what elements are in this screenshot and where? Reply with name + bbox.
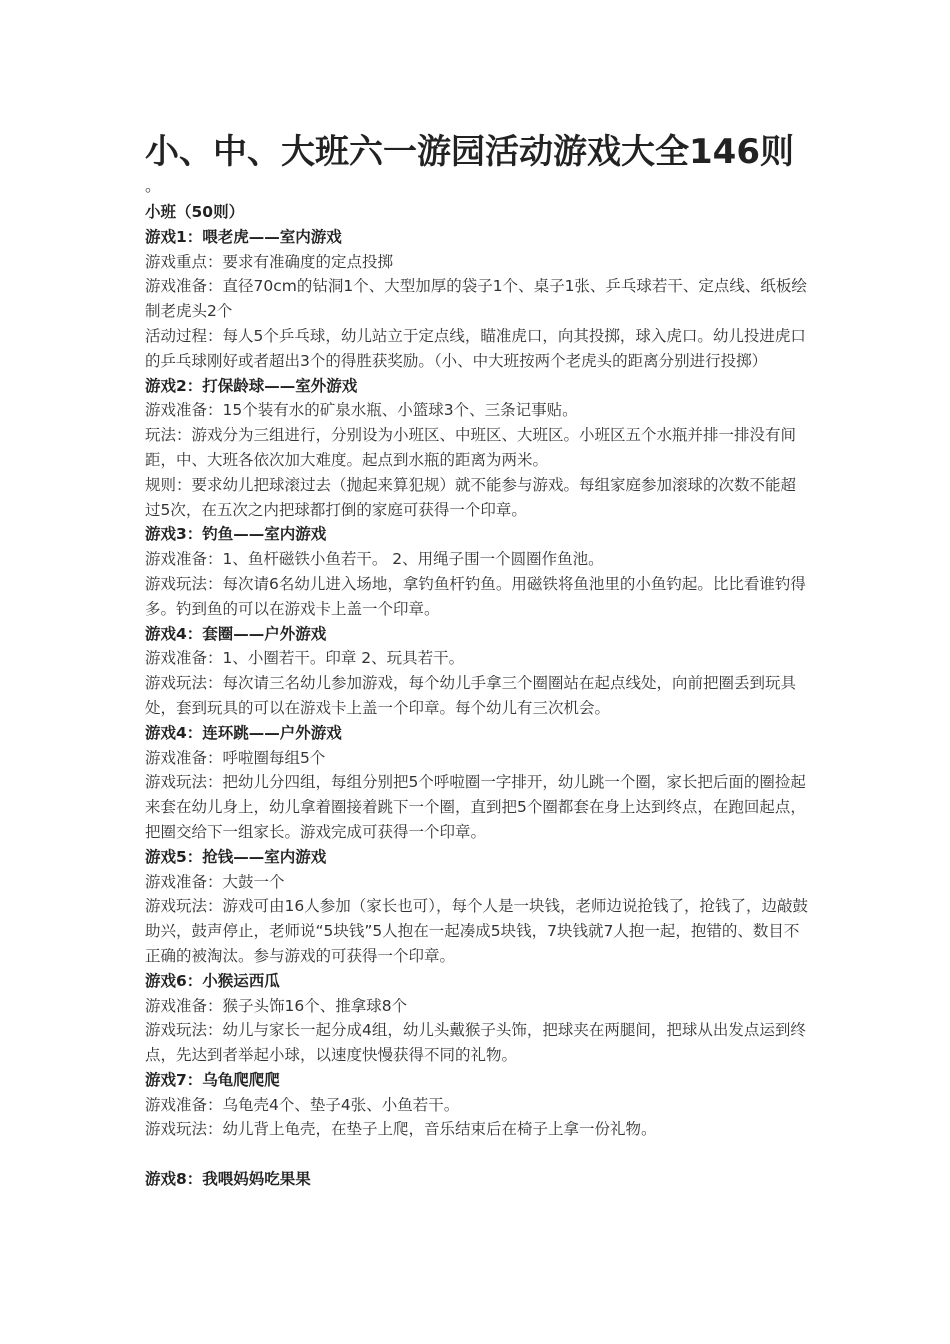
game-text: 游戏准备：直径70cm的钻洞1个、大型加厚的袋子1个、桌子1张、乒乓球若干、定点线、纸板绘制老虎头2个 — [145, 277, 807, 321]
game-heading: 游戏5：抢钱——室内游戏 — [145, 847, 327, 866]
game-text: 游戏准备：1、小圈若干。印章 2、玩具若干。 — [145, 649, 465, 668]
game-heading: 游戏8：我喂妈妈吃果果 — [145, 1170, 311, 1189]
game-text: 玩法：游戏分为三组进行，分别设为小班区、中班区、大班区。小班区五个水瓶并排一排没有间距，中、大班各依次加大难度。起点到水瓶的距离为两米。 — [145, 426, 797, 469]
game-text: 游戏玩法：幼儿背上龟壳，在垫子上爬，音乐结束后在椅子上拿一份礼物。 — [145, 1120, 657, 1139]
blank-line — [145, 1142, 810, 1167]
section-heading: 小班（50则） — [145, 203, 245, 221]
game-heading: 游戏2：打保龄球——室外游戏 — [145, 376, 358, 395]
game-text: 活动过程：每人5个乒乓球，幼儿站立于定点线，瞄准虎口，向其投掷，球入虎口。幼儿投进虎口的乒乓球刚好或者超出3个的得胜获奖励。（小、中大班按两个老虎头的距离分别进行投掷） — [145, 326, 806, 370]
game-text: 规则：要求幼儿把球滚过去（抛起来算犯规）就不能参与游戏。每组家庭参加滚球的次数不能超过5次，在五次之内把球都打倒的家庭可获得一个印章。 — [145, 475, 797, 519]
game-text: 游戏玩法：每次请三名幼儿参加游戏，每个幼儿手拿三个圈圈站在起点线处，向前把圈丢到玩具处，套到玩具的可以在游戏卡上盖一个印章。每个幼儿有三次机会。 — [145, 674, 797, 717]
game-heading: 游戏4：连环跳——户外游戏 — [145, 723, 342, 742]
game-text: 游戏玩法：游戏可由16人参加（家长也可），每个人是一块钱，老师边说抢钱了，抢钱了，边敲鼓助兴，鼓声停止，老师说“5块钱”5人抱在一起凑成5块钱，7块钱就7人抱一起，抱错的、数目不正确的被淘汰。参与游戏的可获得一个印章。 — [145, 897, 808, 965]
game-heading: 游戏1：喂老虎——室内游戏 — [145, 227, 342, 246]
game-heading: 游戏4：套圈——户外游戏 — [145, 624, 327, 643]
game-heading: 游戏3：钓鱼——室内游戏 — [145, 525, 327, 544]
game-text: 游戏准备：大鼓一个 — [145, 872, 285, 891]
game-text: 游戏玩法：每次请6名幼儿进入场地，拿钓鱼杆钓鱼。用磁铁将鱼池里的小鱼钓起。比比看谁钓得多。钓到鱼的可以在游戏卡上盖一个印章。 — [145, 574, 806, 618]
game-heading: 游戏7：乌龟爬爬爬 — [145, 1070, 280, 1089]
game-text: 游戏准备：乌龟壳4个、垫子4张、小鱼若干。 — [145, 1095, 460, 1114]
game-text: 游戏玩法：幼儿与家长一起分成4组，幼儿头戴猴子头饰，把球夹在两腿间，把球从出发点运到终点，先达到者举起小球，以速度快慢获得不同的礼物。 — [145, 1021, 806, 1065]
game-text: 游戏重点：要求有准确度的定点投掷 — [145, 252, 394, 271]
document-page — [145, 128, 810, 1192]
game-text: 游戏准备：呼啦圈每组5个 — [145, 748, 326, 767]
game-text: 游戏准备：15个装有水的矿泉水瓶、小篮球3个、三条记事贴。 — [145, 401, 578, 420]
document-title: 小、中、大班六一游园活动游戏大全146则 — [145, 132, 794, 172]
game-text: 游戏玩法：把幼儿分四组，每组分别把5个呼啦圈一字排开，幼儿跳一个圈，家长把后面的圈捡起来套在幼儿身上，幼儿拿着圈接着跳下一个圈，直到把5个圈都套在身上达到终点，在跑回起点，把圈交给下一组家长。游戏完成可获得一个印章。 — [145, 773, 806, 841]
title-tail: 。 — [145, 176, 162, 195]
game-heading: 游戏6：小猴运西瓜 — [145, 971, 280, 990]
game-text: 游戏准备：猴子头饰16个、推拿球8个 — [145, 996, 408, 1015]
game-text: 游戏准备：1、鱼杆磁铁小鱼若干。 2、用绳子围一个圆圈作鱼池。 — [145, 550, 604, 569]
